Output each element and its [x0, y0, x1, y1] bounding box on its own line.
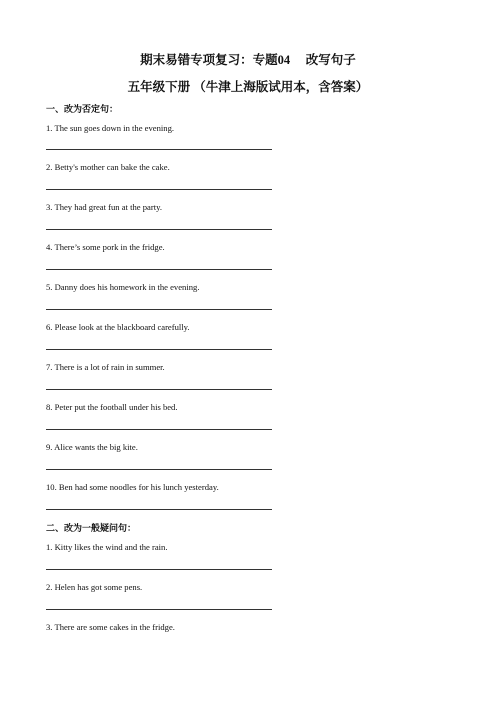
section-heading-question-form: 二、改为一般疑问句： [46, 523, 137, 533]
answer-line[interactable] [46, 189, 272, 190]
answer-line[interactable] [46, 309, 272, 310]
answer-line[interactable] [46, 349, 272, 350]
page-title: 期末易错专项复习：专题04 改写句子 [140, 53, 356, 67]
question-1-5: 5. Danny does his homework in the evening. [46, 282, 200, 292]
question-1-6: 6. Please look at the blackboard carefully. [46, 322, 190, 332]
answer-line[interactable] [46, 389, 272, 390]
question-1-8: 8. Peter put the football under his bed. [46, 402, 178, 412]
answer-line[interactable] [46, 269, 272, 270]
question-1-10: 10. Ben had some noodles for his lunch yesterday. [46, 482, 219, 492]
answer-line[interactable] [46, 229, 272, 230]
answer-line[interactable] [46, 469, 272, 470]
question-1-3: 3. They had great fun at the party. [46, 202, 162, 212]
section-heading-negative: 一、改为否定句： [46, 104, 119, 114]
answer-line[interactable] [46, 569, 272, 570]
answer-line[interactable] [46, 429, 272, 430]
answer-line[interactable] [46, 509, 272, 510]
question-1-7: 7. There is a lot of rain in summer. [46, 362, 165, 372]
question-2-3: 3. There are some cakes in the fridge. [46, 622, 175, 632]
question-2-2: 2. Helen has got some pens. [46, 582, 143, 592]
page-subtitle: 五年级下册 （牛津上海版试用本，含答案） [127, 80, 369, 94]
question-1-9: 9. Alice wants the big kite. [46, 442, 138, 452]
question-1-1: 1. The sun goes down in the evening. [46, 123, 175, 133]
question-1-4: 4. There’s some pork in the fridge. [46, 242, 165, 252]
question-1-2: 2. Betty's mother can bake the cake. [46, 162, 170, 172]
answer-line[interactable] [46, 149, 272, 150]
question-2-1: 1. Kitty likes the wind and the rain. [46, 542, 168, 552]
answer-line[interactable] [46, 609, 272, 610]
